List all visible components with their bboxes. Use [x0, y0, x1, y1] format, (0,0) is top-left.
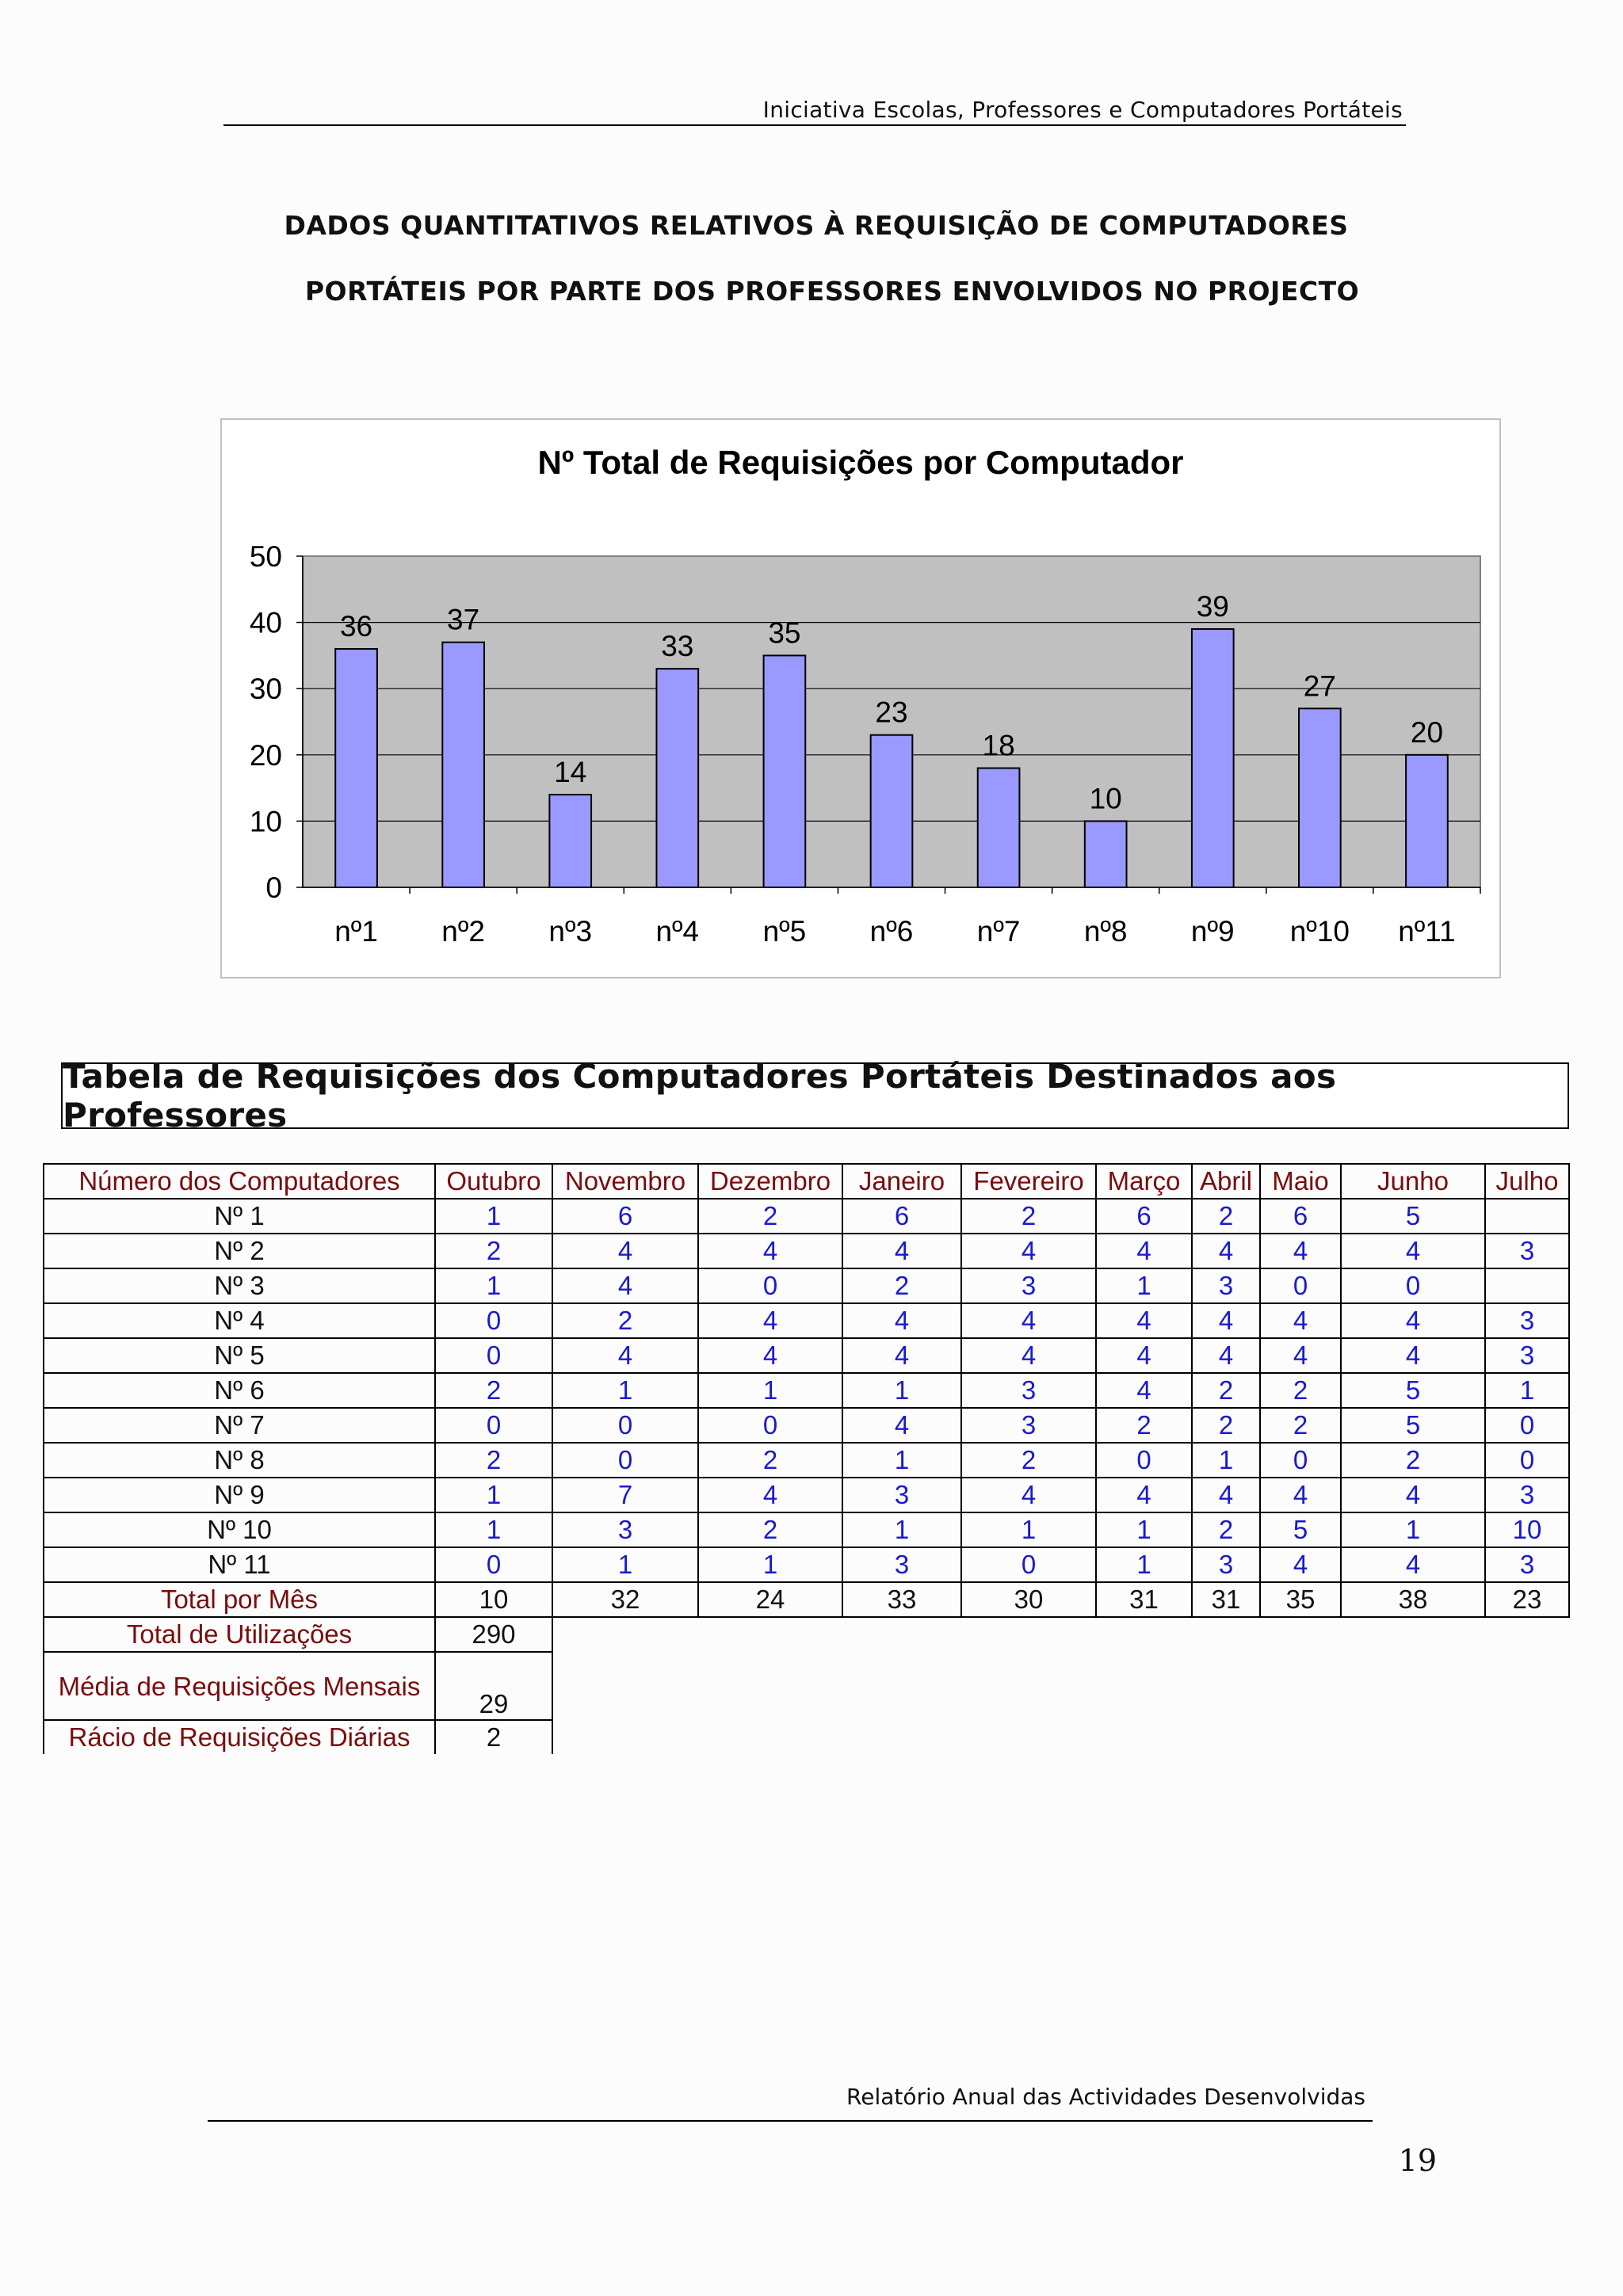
y-tick-label: 30 [249, 673, 282, 706]
x-tick-label: nº5 [762, 915, 807, 948]
bar [978, 769, 1020, 887]
x-tick-label: nº9 [1190, 915, 1235, 948]
table-cell: 3 [961, 1408, 1096, 1443]
row-label: Nº 10 [44, 1512, 435, 1547]
table-cell: 4 [961, 1234, 1096, 1268]
row-label: Nº 11 [44, 1547, 435, 1582]
column-header: Março [1096, 1164, 1192, 1199]
empty-cell [1260, 1617, 1341, 1652]
x-tick-label: nº7 [976, 915, 1021, 948]
table-cell: 0 [435, 1338, 552, 1373]
column-header: Janeiro [842, 1164, 961, 1199]
empty-cell [1485, 1720, 1569, 1754]
table-cell: 2 [842, 1268, 961, 1303]
table-cell: 5 [1341, 1408, 1485, 1443]
table-cell: 0 [1485, 1443, 1569, 1478]
table-title: Tabela de Requisições dos Computadores Portáteis Destinados aos Professores [61, 1062, 1569, 1129]
table-cell: 4 [842, 1338, 961, 1373]
data-label: 33 [661, 630, 694, 663]
empty-cell [961, 1617, 1096, 1652]
y-tick-label: 40 [249, 606, 282, 639]
table-cell [1485, 1268, 1569, 1303]
table-header-row [44, 1164, 1569, 1199]
chart-svg [222, 420, 1499, 977]
table-cell: 4 [1192, 1234, 1260, 1268]
table-cell: 4 [1192, 1338, 1260, 1373]
table-cell: 3 [1485, 1478, 1569, 1512]
bar [1192, 629, 1234, 887]
empty-cell [842, 1720, 961, 1754]
table-cell: 6 [842, 1199, 961, 1234]
table-cell: 0 [698, 1268, 842, 1303]
y-tick-label: 10 [249, 805, 282, 838]
row-label: Nº 8 [44, 1443, 435, 1478]
table-cell: 4 [961, 1303, 1096, 1338]
row-label: Nº 4 [44, 1303, 435, 1338]
table-cell: 1 [552, 1373, 698, 1408]
table-cell: 3 [1485, 1234, 1569, 1268]
table-cell: 3 [1485, 1547, 1569, 1582]
x-tick-label: nº8 [1083, 915, 1128, 948]
table-cell: 4 [1096, 1478, 1192, 1512]
table-cell: 4 [1192, 1478, 1260, 1512]
table-cell: 1 [435, 1199, 552, 1234]
data-label: 14 [554, 755, 587, 788]
table-cell: 3 [1192, 1547, 1260, 1582]
empty-cell [552, 1720, 698, 1754]
table-cell: 0 [552, 1443, 698, 1478]
data-label: 20 [1410, 715, 1444, 749]
table-cell: 4 [961, 1338, 1096, 1373]
data-label: 18 [982, 729, 1015, 762]
row-label: Nº 2 [44, 1234, 435, 1268]
table-cell: 0 [1485, 1408, 1569, 1443]
table-cell: 4 [1096, 1373, 1192, 1408]
table-cell: 4 [961, 1478, 1096, 1512]
table-cell: 1 [1192, 1443, 1260, 1478]
table-row [44, 1408, 1569, 1443]
table-row [44, 1512, 1569, 1547]
column-header: Novembro [552, 1164, 698, 1199]
page-header: Iniciativa Escolas, Professores e Computadores Portáteis [762, 97, 1403, 123]
summary-row [44, 1652, 1569, 1720]
table-cell: 0 [1341, 1268, 1485, 1303]
column-header: Abril [1192, 1164, 1260, 1199]
row-label: Nº 1 [44, 1199, 435, 1234]
table-cell: 4 [552, 1338, 698, 1373]
y-tick-label: 20 [249, 738, 282, 772]
summary-label: Rácio de Requisições Diárias [44, 1720, 435, 1754]
table-cell: 0 [1260, 1268, 1341, 1303]
data-label: 27 [1303, 669, 1336, 703]
table-cell: 1 [435, 1512, 552, 1547]
empty-cell [552, 1652, 698, 1720]
table-cell: 0 [698, 1408, 842, 1443]
summary-value: 29 [435, 1652, 552, 1720]
table-cell: 2 [698, 1443, 842, 1478]
empty-cell [1260, 1652, 1341, 1720]
table-row [44, 1373, 1569, 1408]
page-footer: Relatório Anual das Actividades Desenvolvidas [846, 2084, 1365, 2110]
table-cell: 4 [1260, 1547, 1341, 1582]
table-row [44, 1303, 1569, 1338]
empty-cell [961, 1652, 1096, 1720]
totals-row [44, 1582, 1569, 1617]
column-header: Número dos Computadores [44, 1164, 435, 1199]
table-cell: 10 [1485, 1512, 1569, 1547]
table-cell: 0 [552, 1408, 698, 1443]
table-cell: 0 [961, 1547, 1096, 1582]
empty-cell [1341, 1652, 1485, 1720]
table-cell: 2 [1192, 1408, 1260, 1443]
bar [549, 795, 591, 887]
table-cell: 1 [1096, 1512, 1192, 1547]
table-row [44, 1443, 1569, 1478]
table-cell: 4 [1260, 1234, 1341, 1268]
table-cell: 1 [552, 1547, 698, 1582]
table-row [44, 1234, 1569, 1268]
table-cell: 3 [961, 1268, 1096, 1303]
table-cell: 2 [1341, 1443, 1485, 1478]
table-cell: 4 [1096, 1303, 1192, 1338]
table-cell: 5 [1341, 1199, 1485, 1234]
table-cell: 6 [1260, 1199, 1341, 1234]
empty-cell [552, 1617, 698, 1652]
total-cell: 31 [1192, 1582, 1260, 1617]
header-rule [223, 124, 1406, 126]
table-cell: 0 [1096, 1443, 1192, 1478]
total-cell: 32 [552, 1582, 698, 1617]
table-cell: 2 [1192, 1373, 1260, 1408]
empty-cell [1341, 1617, 1485, 1652]
column-header: Fevereiro [961, 1164, 1096, 1199]
table-cell: 4 [698, 1234, 842, 1268]
empty-cell [1341, 1720, 1485, 1754]
data-label: 23 [875, 696, 908, 729]
table-cell: 2 [1260, 1408, 1341, 1443]
table-cell: 4 [1260, 1338, 1341, 1373]
table-cell: 2 [1192, 1512, 1260, 1547]
table-cell: 2 [1096, 1408, 1192, 1443]
y-tick-label: 0 [265, 871, 282, 904]
empty-cell [1192, 1720, 1260, 1754]
summary-value: 2 [435, 1720, 552, 1754]
table-cell: 4 [1341, 1547, 1485, 1582]
table-cell: 2 [698, 1199, 842, 1234]
summary-label: Média de Requisições Mensais [44, 1652, 435, 1720]
bar [1299, 708, 1341, 887]
total-cell: 24 [698, 1582, 842, 1617]
column-header: Dezembro [698, 1164, 842, 1199]
table-cell: 0 [1260, 1443, 1341, 1478]
table-cell: 1 [1096, 1547, 1192, 1582]
summary-row [44, 1617, 1569, 1652]
data-label: 36 [339, 610, 373, 643]
empty-cell [698, 1720, 842, 1754]
row-label: Nº 6 [44, 1373, 435, 1408]
table-cell: 2 [435, 1373, 552, 1408]
summary-label: Total de Utilizações [44, 1617, 435, 1652]
x-tick-label: nº4 [655, 915, 700, 948]
data-label: 10 [1089, 782, 1122, 815]
table-cell: 4 [1341, 1234, 1485, 1268]
table-cell: 4 [698, 1303, 842, 1338]
empty-cell [842, 1652, 961, 1720]
table-cell: 1 [961, 1512, 1096, 1547]
bar [764, 655, 806, 887]
table-cell: 1 [435, 1478, 552, 1512]
table-row [44, 1338, 1569, 1373]
table-cell: 5 [1341, 1373, 1485, 1408]
data-label: 35 [768, 616, 801, 650]
table-cell: 1 [842, 1512, 961, 1547]
requisitions-table [43, 1163, 1570, 1754]
table-cell: 6 [552, 1199, 698, 1234]
table-cell: 3 [1192, 1268, 1260, 1303]
table-cell: 0 [435, 1303, 552, 1338]
row-label: Nº 7 [44, 1408, 435, 1443]
data-label: 37 [447, 603, 480, 636]
x-tick-label: nº6 [869, 915, 914, 948]
table-cell: 4 [552, 1268, 698, 1303]
summary-value: 290 [435, 1617, 552, 1652]
table-row [44, 1547, 1569, 1582]
page-title-line1: DADOS QUANTITATIVOS RELATIVOS À REQUISIÇÃO DE COMPUTADORES [284, 210, 1349, 241]
table-cell: 0 [435, 1408, 552, 1443]
table-cell: 2 [435, 1443, 552, 1478]
bar [1406, 755, 1448, 887]
table-cell: 4 [698, 1338, 842, 1373]
table-cell: 3 [552, 1512, 698, 1547]
bar [1085, 821, 1127, 887]
x-tick-label: nº2 [441, 915, 485, 948]
table-cell: 4 [1341, 1303, 1485, 1338]
empty-cell [1096, 1617, 1192, 1652]
row-label: Nº 5 [44, 1338, 435, 1373]
table-cell: 1 [698, 1373, 842, 1408]
page-title-line2: PORTÁTEIS POR PARTE DOS PROFESSORES ENVOLVIDOS NO PROJECTO [304, 276, 1360, 307]
column-header: Maio [1260, 1164, 1341, 1199]
table-cell: 1 [1096, 1268, 1192, 1303]
chart-title: Nº Total de Requisições por Computador [537, 444, 1184, 481]
x-tick-label: nº10 [1289, 915, 1350, 948]
empty-cell [1192, 1617, 1260, 1652]
column-header: Julho [1485, 1164, 1569, 1199]
total-cell: 30 [961, 1582, 1096, 1617]
table-cell: 1 [842, 1443, 961, 1478]
row-label: Nº 3 [44, 1268, 435, 1303]
total-cell: 31 [1096, 1582, 1192, 1617]
empty-cell [1192, 1652, 1260, 1720]
table-cell: 4 [1341, 1338, 1485, 1373]
x-tick-label: nº11 [1398, 915, 1456, 948]
bar [656, 669, 698, 887]
table-row [44, 1268, 1569, 1303]
table-cell: 4 [552, 1234, 698, 1268]
table-cell: 1 [698, 1547, 842, 1582]
bar [871, 735, 913, 887]
column-header: Outubro [435, 1164, 552, 1199]
table-cell: 5 [1260, 1512, 1341, 1547]
table-row [44, 1478, 1569, 1512]
table-cell: 4 [1192, 1303, 1260, 1338]
table-cell: 4 [698, 1478, 842, 1512]
table-cell: 3 [842, 1478, 961, 1512]
page-number: 19 [1398, 2143, 1437, 2178]
table-cell: 1 [435, 1268, 552, 1303]
x-tick-label: nº3 [548, 915, 593, 948]
empty-cell [698, 1617, 842, 1652]
empty-cell [1485, 1652, 1569, 1720]
total-cell: 10 [435, 1582, 552, 1617]
table-cell: 2 [1192, 1199, 1260, 1234]
table-cell [1485, 1199, 1569, 1234]
footer-rule [208, 2120, 1373, 2122]
empty-cell [1096, 1720, 1192, 1754]
empty-cell [1485, 1617, 1569, 1652]
totals-label: Total por Mês [44, 1582, 435, 1617]
empty-cell [698, 1652, 842, 1720]
row-label: Nº 9 [44, 1478, 435, 1512]
table-cell: 4 [1096, 1338, 1192, 1373]
table-cell: 4 [1096, 1234, 1192, 1268]
column-header: Junho [1341, 1164, 1485, 1199]
total-cell: 33 [842, 1582, 961, 1617]
x-tick-label: nº1 [334, 915, 378, 948]
table-cell: 4 [1341, 1478, 1485, 1512]
table-cell: 3 [842, 1547, 961, 1582]
table-cell: 2 [961, 1199, 1096, 1234]
table-cell: 2 [961, 1443, 1096, 1478]
table-cell: 2 [1260, 1373, 1341, 1408]
table-cell: 4 [842, 1303, 961, 1338]
table-cell: 3 [1485, 1303, 1569, 1338]
empty-cell [961, 1720, 1096, 1754]
table-cell: 1 [1485, 1373, 1569, 1408]
table-cell: 4 [1260, 1303, 1341, 1338]
empty-cell [1096, 1652, 1192, 1720]
table-cell: 2 [698, 1512, 842, 1547]
bar [335, 649, 377, 887]
table-cell: 3 [961, 1373, 1096, 1408]
total-cell: 23 [1485, 1582, 1569, 1617]
total-cell: 38 [1341, 1582, 1485, 1617]
bar [442, 643, 484, 887]
table-cell: 4 [842, 1408, 961, 1443]
table-cell: 2 [552, 1303, 698, 1338]
table-cell: 3 [1485, 1338, 1569, 1373]
summary-row [44, 1720, 1569, 1754]
y-tick-label: 50 [249, 540, 282, 573]
bar-chart [220, 418, 1501, 978]
table-cell: 1 [842, 1373, 961, 1408]
table-cell: 4 [1260, 1478, 1341, 1512]
table-cell: 2 [435, 1234, 552, 1268]
total-cell: 35 [1260, 1582, 1341, 1617]
table-cell: 0 [435, 1547, 552, 1582]
table-cell: 4 [842, 1234, 961, 1268]
empty-cell [842, 1617, 961, 1652]
empty-cell [1260, 1720, 1341, 1754]
table-cell: 1 [1341, 1512, 1485, 1547]
data-label: 39 [1196, 589, 1229, 623]
table-cell: 6 [1096, 1199, 1192, 1234]
table-row [44, 1199, 1569, 1234]
table-cell: 7 [552, 1478, 698, 1512]
